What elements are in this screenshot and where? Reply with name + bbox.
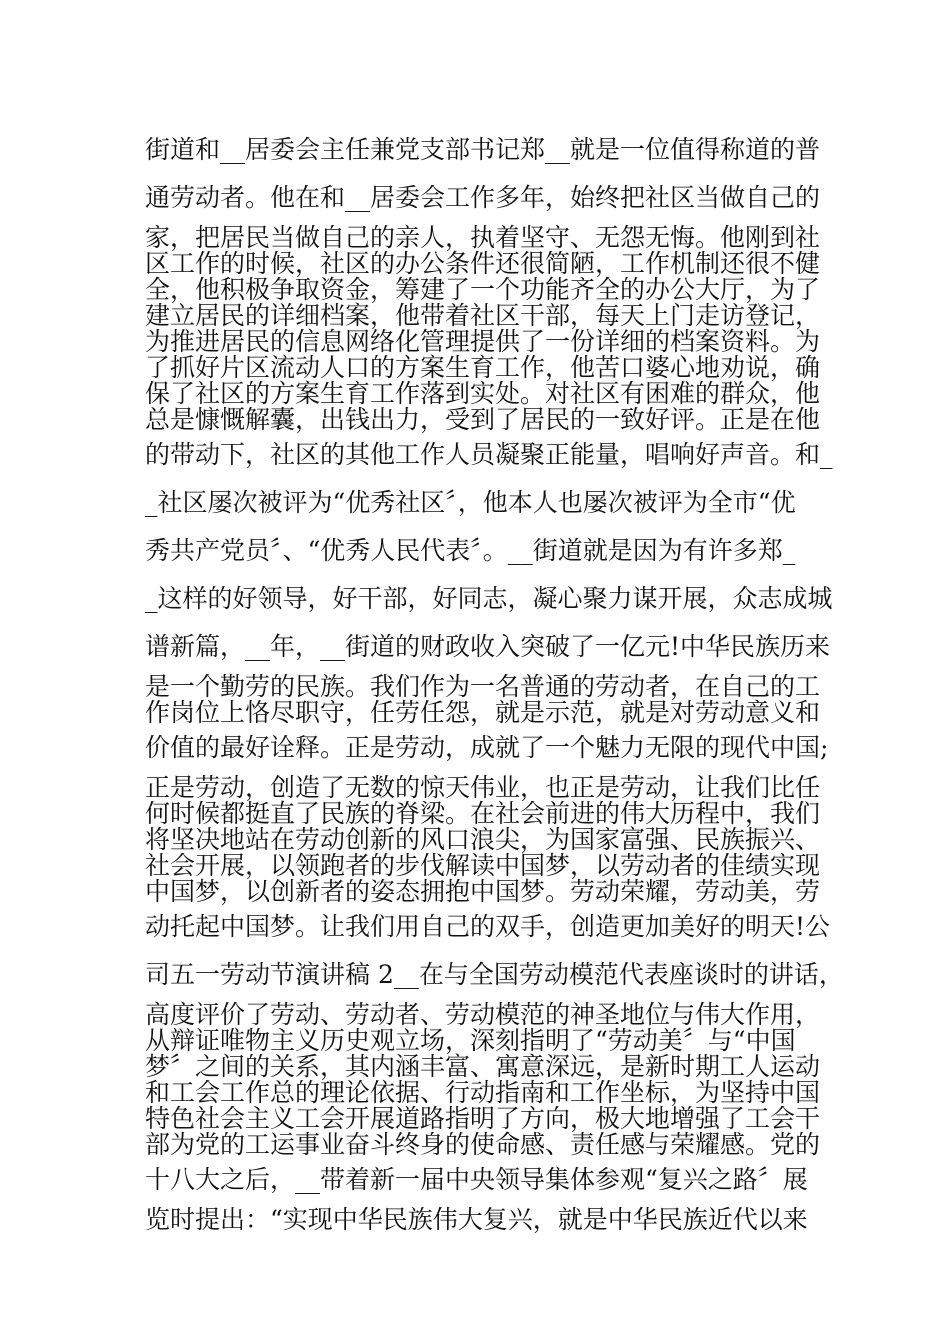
text-line: 何时候都挺直了民族的脊梁。在社会前进的伟大历程中，我们: [145, 799, 821, 828]
text-line: 作岗位上恪尽职守，任劳任怨，就是示范，就是对劳动意义和: [145, 698, 821, 727]
text-line: 特色社会主义工会开展道路指明了方向，极大地增强了工会干: [145, 1104, 821, 1133]
text-line: 的带动下，社区的其他工作人员凝聚正能量，唱响好声音。和_: [145, 440, 833, 469]
text-line: 通劳动者。他在和__居委会工作多年，始终把社区当做自己的: [145, 183, 821, 212]
text-line: 区工作的时候，社区的办公条件还很简陋，工作机制还很不健: [145, 249, 821, 278]
text-line: 十八大之后，__带着新一届中央领导集体参观“复兴之路〞展: [145, 1165, 808, 1194]
text-line: 建立居民的详细档案，他带着社区干部，每天上门走访登记，: [145, 301, 821, 330]
text-line: 览时提出：“实现中华民族伟大复兴，就是中华民族近代以来: [145, 1205, 808, 1234]
text-line: 街道和__居委会主任兼党支部书记郑__就是一位值得称道的普: [145, 135, 821, 164]
text-line: 社会开展，以领跑者的步伐解读中国梦，以劳动者的佳绩实现: [145, 851, 821, 880]
text-line: 为推进居民的信息网络化管理提供了一份详细的档案资料。为: [145, 327, 821, 356]
text-line: 谱新篇，__年，__街道的财政收入突破了一亿元!中华民族历来: [145, 632, 831, 661]
text-line: 部为党的工运事业奋斗终身的使命感、责任感与荣耀感。党的: [145, 1130, 821, 1159]
text-line: 保了社区的方案生育工作落到实处。对社区有困难的群众，他: [145, 379, 821, 408]
text-line: _这样的好领导，好干部，好同志，凝心聚力谋开展，众志成城: [145, 584, 833, 613]
text-line: 了抓好片区流动人口的方案生育工作，他苦口婆心地劝说，确: [145, 353, 821, 382]
text-line: 中国梦，以创新者的姿态拥抱中国梦。劳动荣耀，劳动美，劳: [145, 877, 821, 906]
text-line: 秀共产党员〞、“优秀人民代表〞。__街道就是因为有许多郑_: [145, 536, 796, 565]
text-line: 家，把居民当做自己的亲人，执着坚守、无怨无悔。他刚到社: [145, 223, 821, 252]
text-line: 和工会工作总的理论依据、行动指南和工作坐标，为坚持中国: [145, 1078, 821, 1107]
text-line: 梦〞之间的关系，其内涵丰富、寓意深远，是新时期工人运动: [145, 1052, 821, 1081]
text-line: 动托起中国梦。让我们用自己的双手，创造更加美好的明天!公: [145, 912, 831, 941]
text-line: 司五一劳动节演讲稿 2__在与全国劳动模范代表座谈时的讲话，: [145, 960, 844, 989]
text-line: 总是慷慨解囊，出钱出力，受到了居民的一致好评。正是在他: [145, 405, 821, 434]
text-line: _社区屡次被评为“优秀社区〞，他本人也屡次被评为全市“优: [145, 488, 796, 517]
text-line: 是一个勤劳的民族。我们作为一名普通的劳动者，在自己的工: [145, 672, 821, 701]
text-line: 从辩证唯物主义历史观立场，深刻指明了“劳动美〞与“中国: [145, 1026, 796, 1055]
text-line: 正是劳动，创造了无数的惊天伟业，也正是劳动，让我们比任: [145, 773, 821, 802]
text-line: 全，他积极争取资金，筹建了一个功能齐全的办公大厅，为了: [145, 275, 821, 304]
text-line: 将坚决地站在劳动创新的风口浪尖，为国家富强、民族振兴、: [145, 825, 821, 854]
text-line: 价值的最好诠释。正是劳动，成就了一个魅力无限的现代中国;: [145, 733, 829, 762]
text-line: 高度评价了劳动、劳动者、劳动模范的神圣地位与伟大作用，: [145, 1000, 821, 1029]
